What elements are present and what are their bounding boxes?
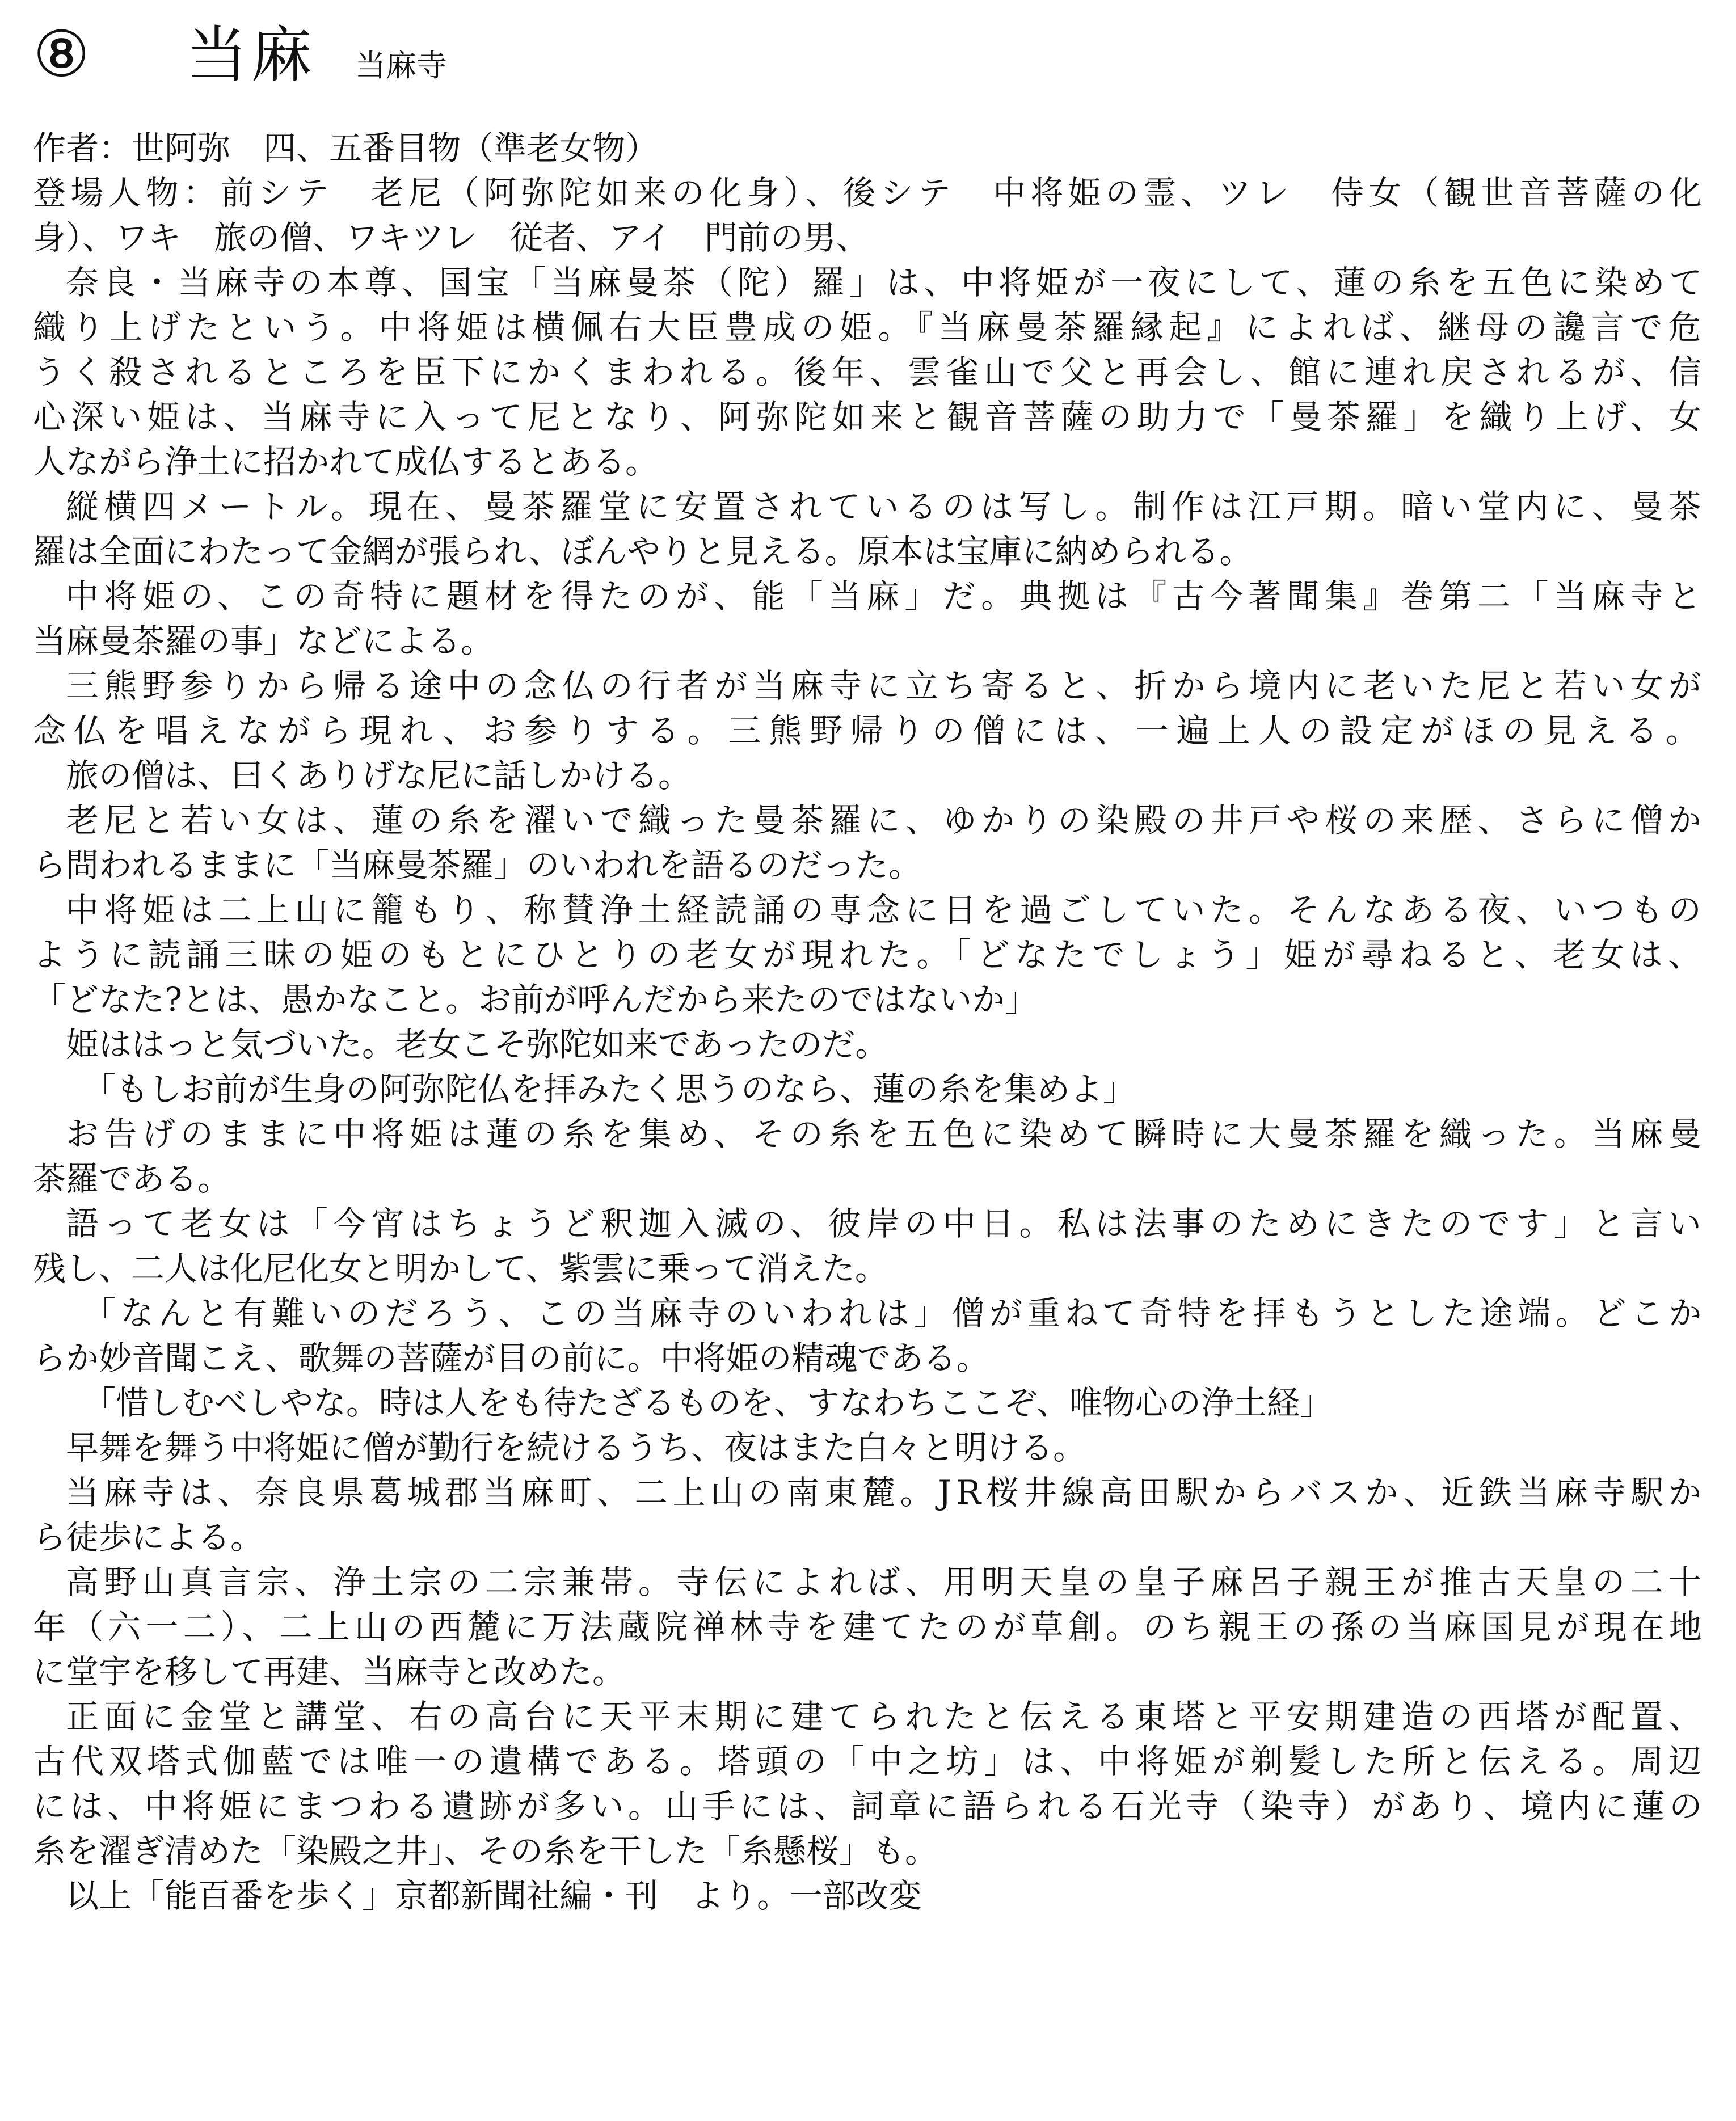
text-line: 以上「能百番を歩く」京都新聞社編・刊 より。一部改変 — [66, 1877, 922, 1915]
title-row — [33, 18, 1706, 119]
text-line: 年（六一二）、二上山の西麓に万法蔵院禅林寺を建てたのが草創。のち親王の孫の当麻国見が現在地 — [33, 1608, 1706, 1646]
text-line: 織り上げたという。中将姫は横佩右大臣豊成の姫。『当麻曼茶羅縁起』によれば、継母の讒言で危 — [33, 308, 1706, 347]
text-line: 老尼と若い女は、蓮の糸を濯いで織った曼茶羅に、ゆかりの染殿の井戸や桜の来歴、さらに僧か — [66, 801, 1706, 840]
text-line: 語って老女は「今宵はちょうど釈迦入滅の、彼岸の中日。私は法事のためにきたのです」と言い — [66, 1204, 1706, 1243]
text-line: 残し、二人は化尼化女と明かして、紫雲に乗って消えた。 — [33, 1249, 888, 1288]
text-line: 登場人物：前シテ 老尼（阿弥陀如来の化身）、後シテ 中将姫の霊、ツレ 侍女（観世音菩薩の化 — [33, 174, 1706, 212]
text-line: 作者：世阿弥 四、五番目物（準老女物） — [33, 129, 659, 167]
text-line: 三熊野参りから帰る途中の念仏の行者が当麻寺に立ち寄ると、折から境内に老いた尼と若い女が — [66, 667, 1706, 705]
text-line: ように読誦三昧の姫のもとにひとりの老女が現れた。「どなたでしょう」姫が尋ねると、老女は、 — [33, 935, 1706, 974]
text-line: 念仏を唱えながら現れ、お参りする。三熊野帰りの僧には、一遍上人の設定がほの見える。 — [33, 711, 1706, 750]
page-title: 当麻 — [186, 20, 316, 91]
text-line: 身）、ワキ 旅の僧、ワキツレ 従者、アイ 門前の男、 — [33, 218, 869, 257]
text-line: 姫ははっと気づいた。老女こそ弥陀如来であったのだ。 — [66, 1025, 888, 1064]
text-line: 早舞を舞う中将姫に僧が勤行を続けるうち、夜はまた白々と明ける。 — [66, 1428, 1086, 1467]
text-line: 縦横四メートル。現在、曼茶羅堂に安置されているのは写し。制作は江戸期。暗い堂内に、曼茶 — [66, 487, 1706, 526]
text-line: 奈良・当麻寺の本尊、国宝「当麻曼茶（陀）羅」は、中将姫が一夜にして、蓮の糸を五色に染めて — [66, 263, 1706, 302]
text-line: 「どなた?とは、愚かなこと。お前が呼んだから来たのではないか」 — [33, 980, 1038, 1019]
text-line: 当麻曼茶羅の事」などによる。 — [33, 622, 494, 660]
text-line: 心深い姫は、当麻寺に入って尼となり、阿弥陀如来と観音菩薩の助力で「曼茶羅」を織り上げ、女 — [33, 398, 1706, 436]
text-line: ら徒歩による。 — [33, 1518, 264, 1557]
document-page — [33, 18, 1706, 1918]
text-line: 羅は全面にわたって金網が張られ、ぼんやりと見える。原本は宝庫に納められる。 — [33, 532, 1253, 571]
text-line: 中将姫は二上山に籠もり、称賛浄土経読誦の専念に日を過ごしていた。そんなある夜、いつもの — [66, 891, 1706, 929]
text-line: 当麻寺は、奈良県葛城郡当麻町、二上山の南東麓。JR桜井線高田駅からバスか、近鉄当麻寺駅か — [66, 1473, 1706, 1512]
section-number: ⑧ — [33, 18, 90, 91]
text-line: 「なんと有難いのだろう、この当麻寺のいわれは」僧が重ねて奇特を拝もうとした途端。どこか — [83, 1294, 1706, 1333]
text-line: には、中将姫にまつわる遺跡が多い。山手には、詞章に語られる石光寺（染寺）があり、境内に蓮の — [33, 1787, 1706, 1825]
text-line: 古代双塔式伽藍では唯一の遺構である。塔頭の「中之坊」は、中将姫が剃髪した所と伝える。周辺 — [33, 1742, 1706, 1781]
text-line: 糸を濯ぎ清めた「染殿之井」、その糸を干した「糸懸桜」も。 — [33, 1832, 938, 1870]
text-line: ら問われるままに「当麻曼茶羅」のいわれを語るのだった。 — [33, 846, 922, 884]
text-line: に堂宇を移して再建、当麻寺と改めた。 — [33, 1652, 626, 1691]
text-line: 中将姫の、この奇特に題材を得たのが、能「当麻」だ。典拠は『古今著聞集』巻第二「当麻寺と — [66, 577, 1706, 615]
text-line: お告げのままに中将姫は蓮の糸を集め、その糸を五色に染めて瞬時に大曼茶羅を織った。当麻曼 — [66, 1115, 1706, 1153]
text-line: 高野山真言宗、浄土宗の二宗兼帯。寺伝によれば、用明天皇の皇子麻呂子親王が推古天皇の二十 — [66, 1563, 1706, 1601]
text-line: 人ながら浄土に招かれて成仏するとある。 — [33, 442, 659, 481]
page-subtitle: 当麻寺 — [355, 48, 448, 83]
text-line: 旅の僧は、曰くありげな尼に話しかける。 — [66, 756, 692, 795]
text-line: 正面に金堂と講堂、右の高台に天平末期に建てられたと伝える東塔と平安期建造の西塔が配置、 — [66, 1697, 1706, 1736]
text-line: うく殺されるところを臣下にかくまわれる。後年、雲雀山で父と再会し、館に連れ戻されるが、信 — [33, 353, 1706, 391]
text-line: 茶羅である。 — [33, 1159, 231, 1198]
text-line: 「惜しむべしやな。時は人をも待たざるものを、すなわちここぞ、唯物心の浄土経」 — [83, 1384, 1333, 1422]
text-line: らか妙音聞こえ、歌舞の菩薩が目の前に。中将姫の精魂である。 — [33, 1339, 989, 1377]
text-line: 「もしお前が生身の阿弥陀仏を拝みたく思うのなら、蓮の糸を集めよ」 — [83, 1070, 1136, 1108]
body-text — [33, 126, 1706, 1918]
